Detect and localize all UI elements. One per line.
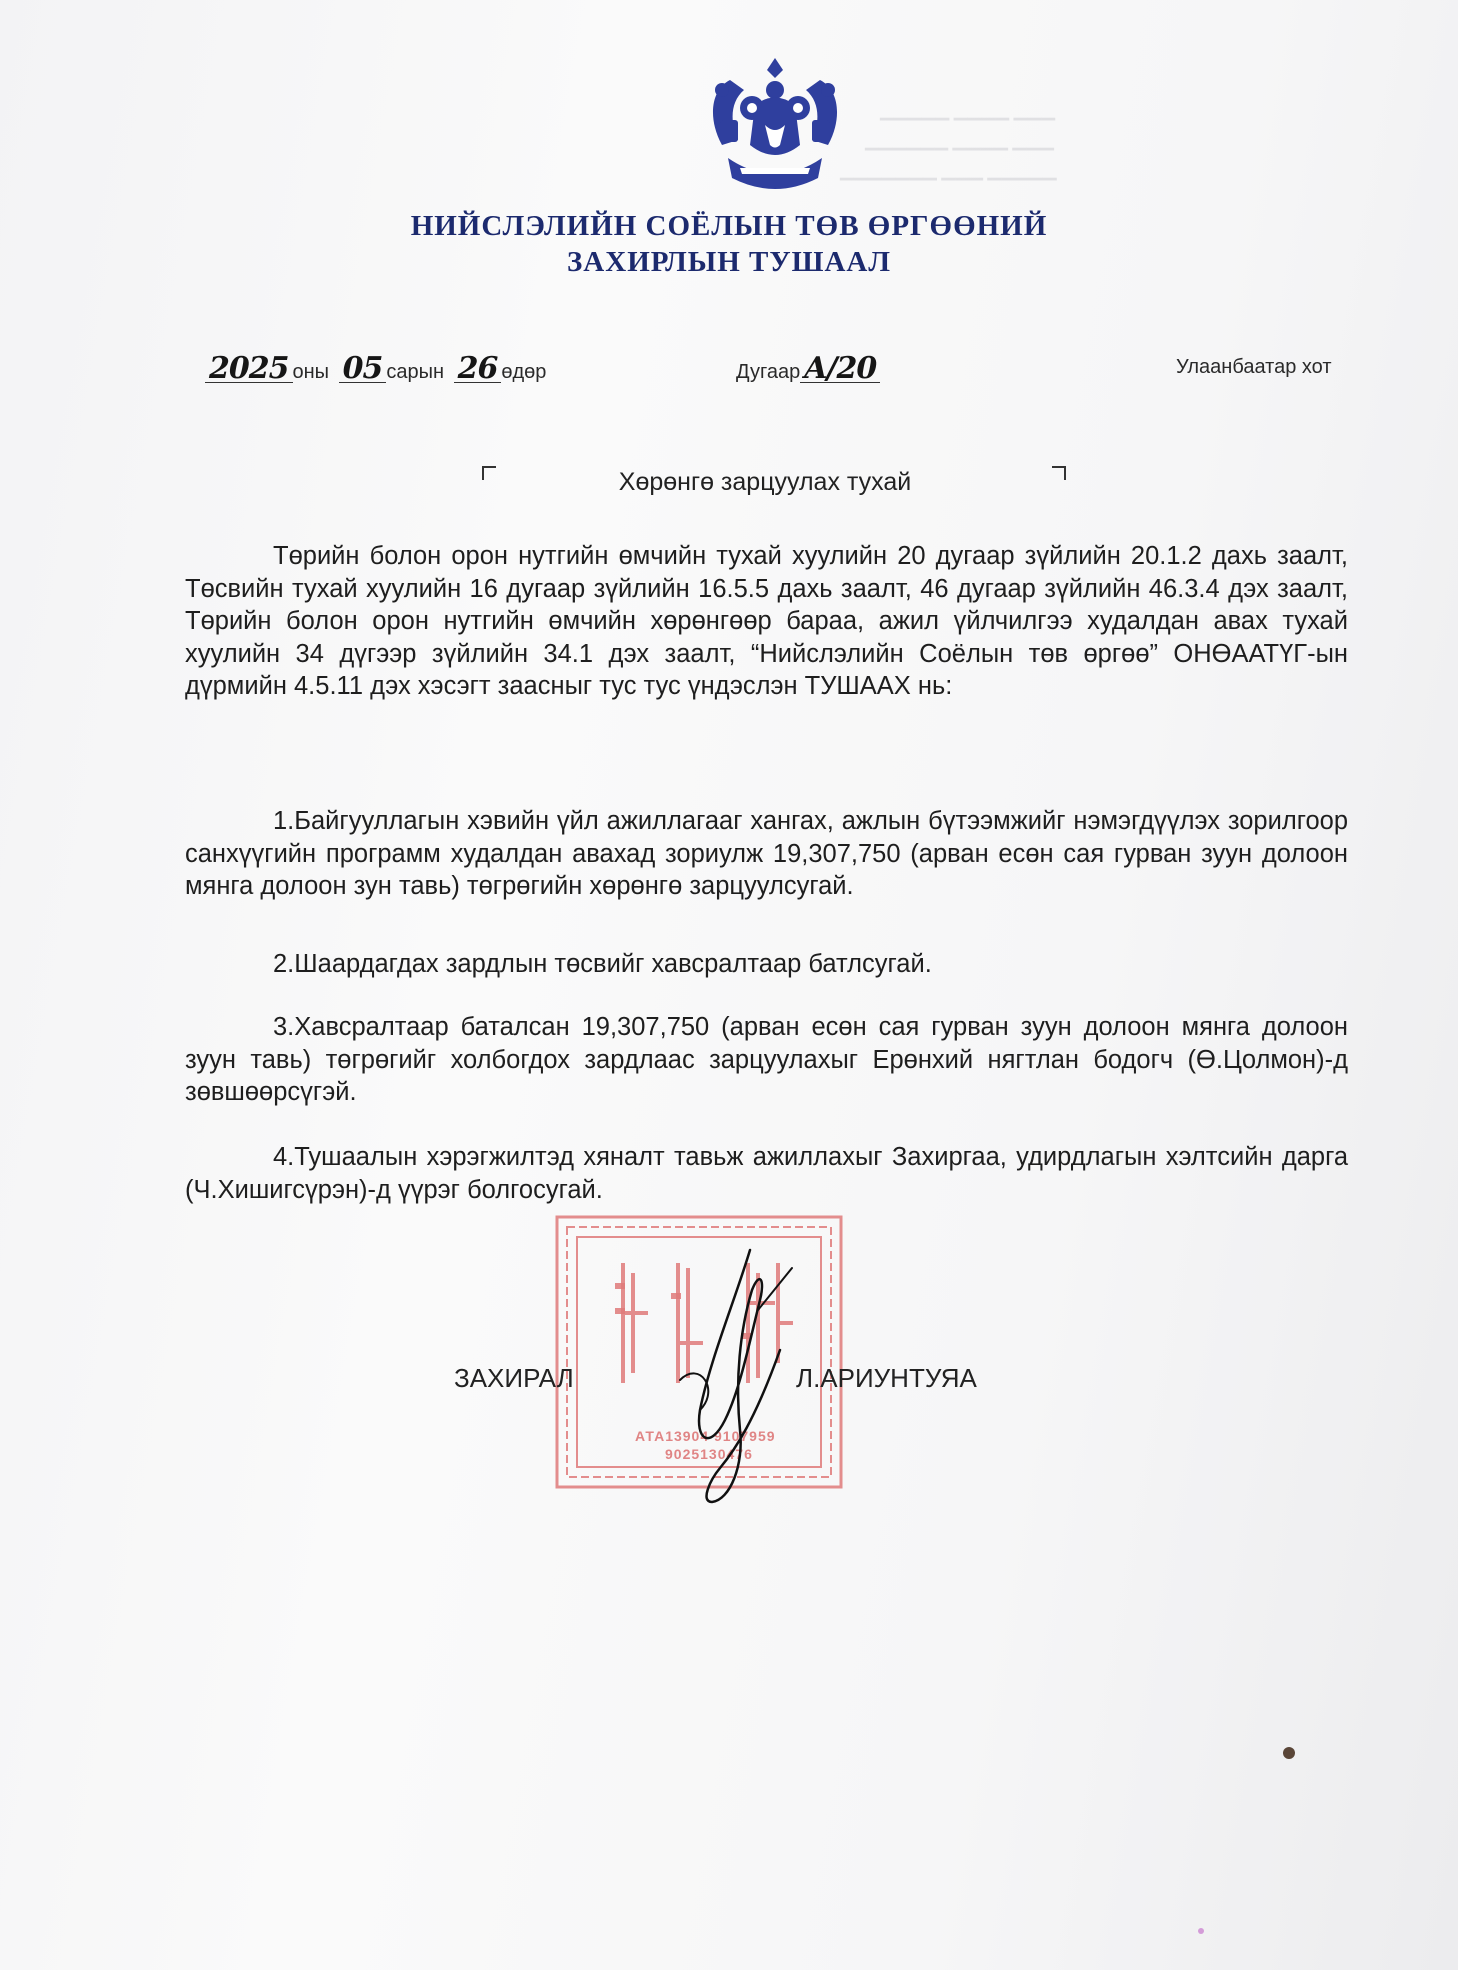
stamp-registration-2: 9025130476 bbox=[665, 1446, 753, 1462]
order-number bbox=[736, 351, 880, 386]
bleed-through-text: ▁▁▁▁▁▁ ▁▁▁▁ ▁▁▁ bbox=[865, 130, 1054, 150]
state-emblem-icon bbox=[700, 50, 850, 200]
preamble-paragraph: Төрийн болон орон нутгийн өмчийн тухай хуулийн 20 дугаар зүйлийн 20.1.2 дахь заалт, Төсвийн тухай хуулийн 16 дугаар зүйлийн 16.5.5 дахь заалт, 46 дугаар зүйлийн 46.3.4 дэх заалт, Төрийн болон орон нутгийн өмчийн хөрөнгөөр бараа, ажил үйлчилгээ худалдан авах тухай хуулийн 34 дүгээр зүйлийн 34.1 дэх заалт, “Нийслэлийн Соёлын төв өргөө” ОНӨААТҮГ-ын дүрмийн 4.5.11 дэх хэсэгт заасныг тус тус үндэслэн ТУШААХ нь: bbox=[185, 542, 1348, 700]
ink-spot bbox=[1283, 1747, 1295, 1759]
header-title-line2: ЗАХИРЛЫН ТУШААЛ bbox=[567, 246, 891, 278]
order-item-3: 3.Хавсралтаар баталсан 19,307,750 (арван есөн сая гурван зуун долоон мянга долоон зуун тавь) төгрөгийг холбогдох зардлаас зарцуулахыг Ерөнхий нягтлан бодогч (Ө.Цолмон)-д зөвшөөрсүгэй. bbox=[185, 1013, 1348, 1106]
signer-title: ЗАХИРАЛ bbox=[454, 1363, 574, 1393]
number-label: Дугаар bbox=[736, 361, 801, 383]
day-value: 26 bbox=[454, 356, 502, 383]
signer-name: Л.АРИУНТУЯА bbox=[796, 1363, 977, 1393]
month-value: 05 bbox=[339, 356, 387, 383]
subject-title: Хөрөнгө зарцуулах тухай bbox=[618, 468, 912, 496]
handwritten-signature bbox=[640, 1240, 840, 1510]
order-item-2: 2.Шаардагдах зардлын төсвийг хавсралтаар батлсугай. bbox=[273, 950, 932, 978]
stamp-registration-1: АТА13904 9107959 bbox=[635, 1428, 776, 1444]
bleed-through-text: ▁▁▁▁▁ ▁▁▁▁ ▁▁▁ bbox=[880, 100, 1056, 120]
city: Улаанбаатар хот bbox=[1176, 356, 1332, 378]
header-title-line1: НИЙСЛЭЛИЙН СОЁЛЫН ТӨВ ӨРГӨӨНИЙ bbox=[410, 210, 1048, 242]
day-suffix: өдөр bbox=[501, 361, 547, 383]
order-item-1: 1.Байгууллагын хэвийн үйл ажиллагааг хангах, ажлын бүтээмжийг нэмэгдүүлэх зорилгоор санхүүгийн программ худалдан авахад зориулж 19,307,750 (арван есөн сая гурван зуун долоон мянга долоон зун тавь) төгрөгийн хөрөнгө зарцуулсугай. bbox=[185, 807, 1348, 900]
month-suffix: сарын bbox=[386, 361, 445, 383]
number-value: A/20 bbox=[800, 356, 880, 383]
year-value: 2025 bbox=[205, 356, 293, 383]
year-suffix: оны bbox=[292, 361, 330, 383]
date-line bbox=[205, 351, 547, 386]
order-item-4: 4.Тушаалын хэрэгжилтэд хяналт тавьж ажиллахыг Захиргаа, удирдлагын хэлтсийн дарга (Ч.Хишигсүрэн)-д үүрэг болгосугай. bbox=[185, 1143, 1348, 1204]
bleed-through-text: ▁▁▁▁▁▁▁ ▁▁▁ ▁▁▁▁▁ bbox=[840, 160, 1057, 180]
ink-dot bbox=[1198, 1928, 1204, 1934]
